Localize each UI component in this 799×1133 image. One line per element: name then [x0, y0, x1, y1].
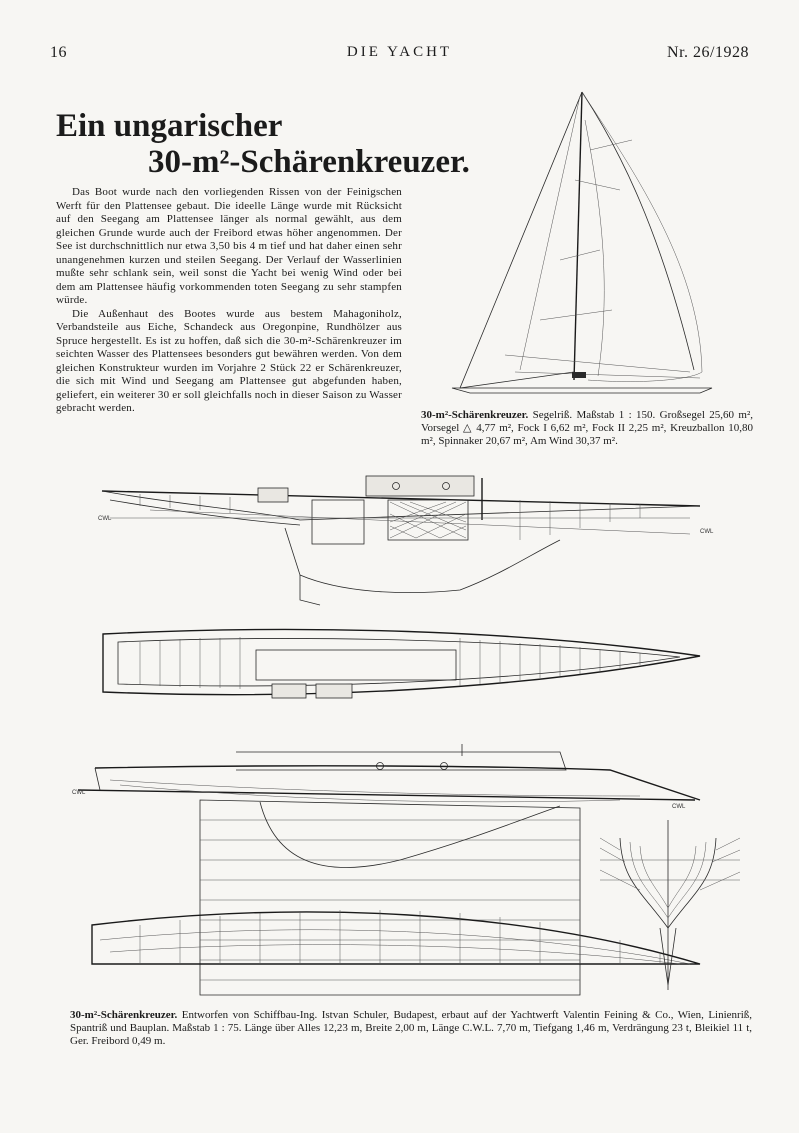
deck-plan-drawing	[103, 629, 700, 698]
half-breadth-plan-drawing	[92, 910, 700, 964]
page-number: 16	[50, 44, 67, 61]
plans-caption-text: Entworfen von Schiffbau-Ing. Istvan Schuler, Budapest, erbaut auf der Yachtwerft Valentin Feining & Co., Wien, Linienriß, Spantriß und Bauplan. Maßstab 1 : 75. Länge über Alles 12,23 m, Breite 2,00 m, Länge C.W.L. 7,70 m, Tiefgang 1,46 m, Verdrängung 23 t, Bleikiel 11 t, Ger. Freibord 0,49 m.	[70, 1009, 752, 1047]
sail-plan-drawing	[452, 92, 712, 393]
article-title-line1: Ein ungarischer	[56, 108, 283, 144]
construction-plan-drawing	[98, 476, 714, 605]
sail-caption-title: 30-m²-Schärenkreuzer.	[421, 409, 529, 421]
sail-plan-caption	[421, 409, 753, 448]
cwl-label-right: CWL	[700, 529, 714, 535]
lines-plan-drawing	[72, 744, 700, 995]
plans-caption-title: 30-m²-Schärenkreuzer.	[70, 1009, 178, 1021]
body-paragraph-2: Die Außenhaut des Bootes wurde aus bestem Mahagoniholz, Verbandsteile aus Eiche, Schandeck aus Oregonpine, Rundhölzer aus Spruce hergestellt. Es ist zu hoffen, daß sich die 30-m²-Schärenkreuzer im seichten Wasser des Plattensees besonders gut bewähren werden. Von dem gleichen Konstrukteur wurden im Vorjahre 2 Stück 22 er Schärenkreuzer, die sich mit Wind und Seegang am Plattensee gut abgefunden haben, geliefert, ein weiterer 30 er soll gleichfalls noch in dieser Saison zu Wasser gebracht werden.	[56, 307, 402, 414]
issue-number: Nr. 26/1928	[667, 44, 749, 61]
journal-title: DIE YACHT	[346, 44, 453, 60]
sail-caption-text: Segelriß. Maßstab 1 : 150. Großsegel 25,60 m², Vorsegel △ 4,77 m², Fock I 6,62 m², Fock II 2,25 m², Kreuzballon 10,80 m², Spinnaker 20,67 m², Am Wind 30,37 m².	[421, 409, 753, 447]
body-paragraph-1: Das Boot wurde nach den vorliegenden Rissen von der Feinigschen Werft für den Plattensee gebaut. Die ideelle Länge wurde mit Rücksicht auf den Seegang am Plattensee länger als normal gewählt, aus dem gleichen Grunde wurde auch der Freibord etwas höher angenommen. Der See ist durchschnittlich nur etwa 3,50 bis 4 m tief und hat daher einen sehr unangenehmen kurzen und steilen Seegang. Der Verlauf der Wasserlinien mußte sehr schlank sein, weil sonst die Yacht bei wenig Wind oder bei dem am Plattensee häufig vorkommenden toten Seegang zu sehr stampfen würde.	[56, 186, 402, 306]
plans-caption	[70, 1009, 752, 1048]
svg-text:CWL: CWL	[672, 804, 686, 810]
cwl-label-left: CWL	[98, 516, 112, 522]
svg-text:CWL: CWL	[72, 790, 86, 796]
article-title-line2: 30-m²-Schärenkreuzer.	[148, 144, 470, 180]
